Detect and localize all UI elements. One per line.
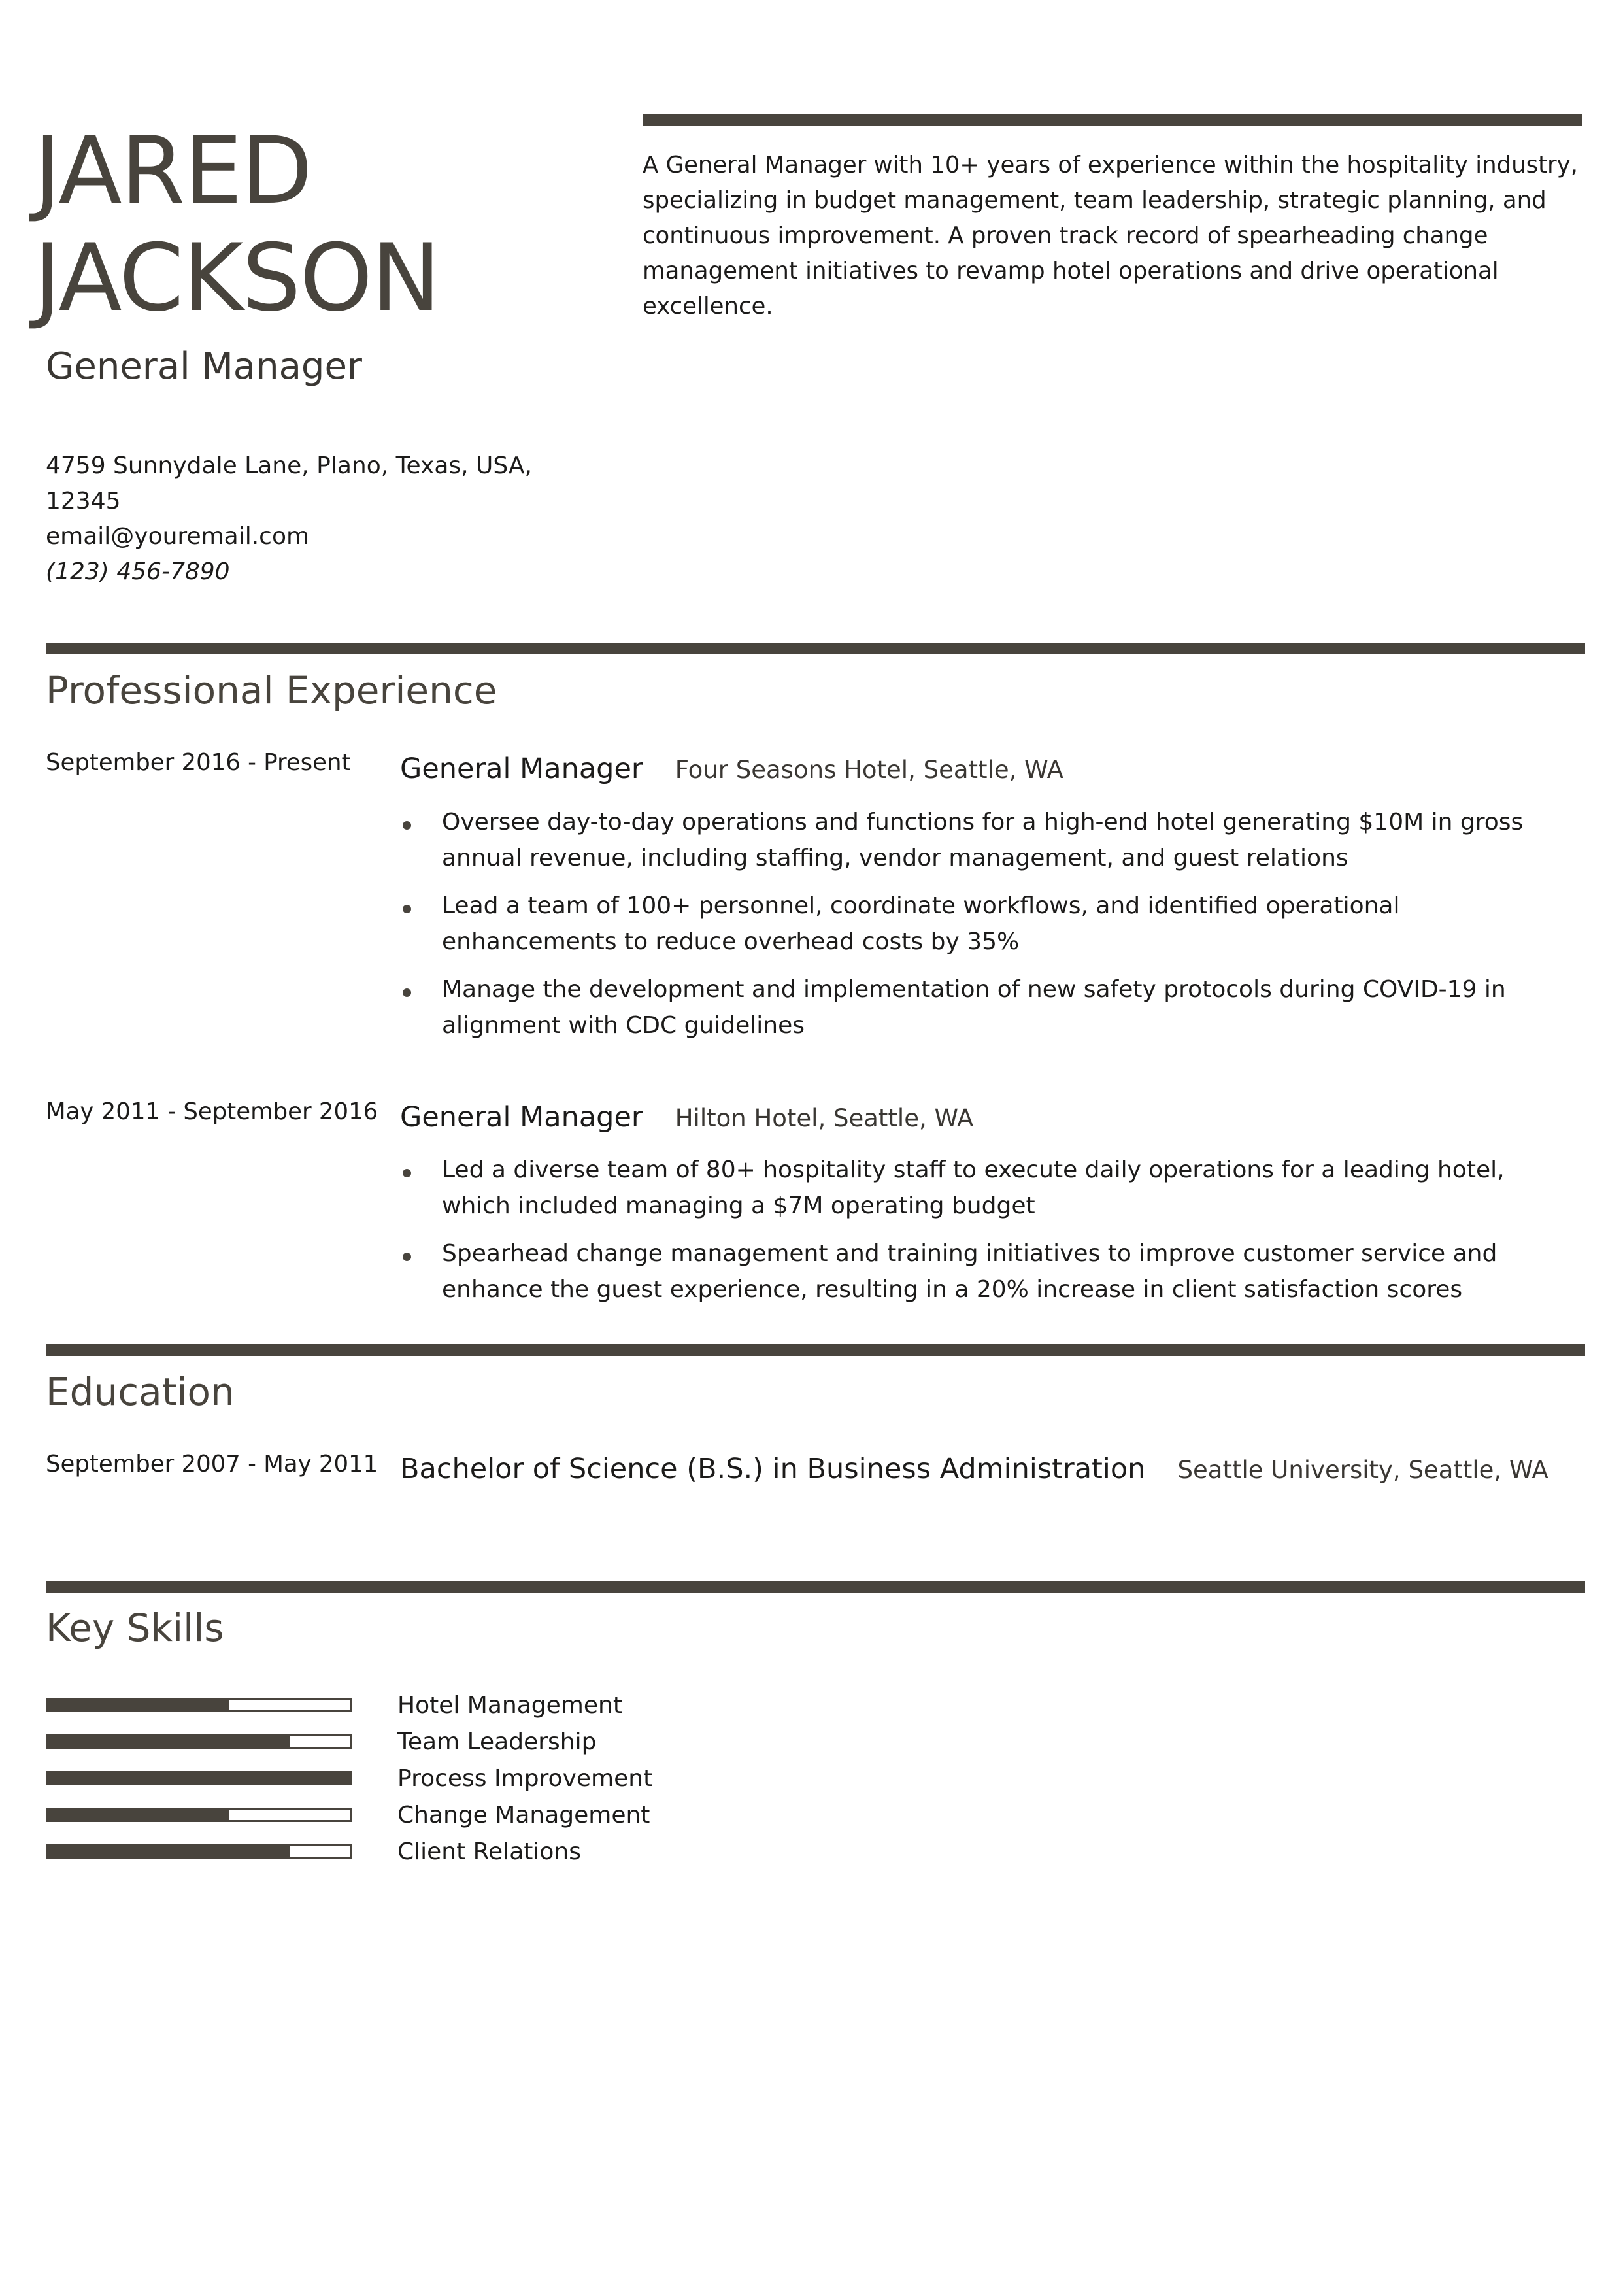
education-heading: Education [46, 1370, 235, 1414]
list-item: Spearhead change management and training initiatives to improve customer service and enhance the guest experience, resulting in a 20% increase in client satisfaction scores [400, 1236, 1577, 1308]
bullet-icon [403, 1253, 411, 1261]
skills-list [46, 1687, 652, 1870]
skill-label: Change Management [397, 1801, 650, 1829]
skill-level-bar [46, 1771, 352, 1785]
job-title: General Manager [400, 1101, 643, 1134]
profile-summary: A General Manager with 10+ years of experience within the hospitality industry, specializing in budget management, team leadership, strategic planning, and continuous improvement. A proven track record of spearheading change management initiatives to revamp hotel operations and drive operational excellence. [643, 152, 1578, 320]
address: 4759 Sunnydale Lane, Plano, Texas, USA, 12345 [46, 452, 532, 515]
list-item: Oversee day-to-day operations and functions for a high-end hotel generating $10M in gross annual revenue, including staffing, vendor management, and guest relations [400, 804, 1577, 876]
experience-heading: Professional Experience [46, 668, 497, 713]
skill-level-fill [48, 1700, 229, 1710]
education-header [400, 1453, 1548, 1485]
candidate-role: General Manager [46, 345, 362, 388]
bullet-icon [403, 988, 411, 997]
skill-label: Team Leadership [397, 1728, 597, 1755]
summary-divider [643, 114, 1582, 126]
bullet-icon [403, 821, 411, 830]
job-title: General Manager [400, 752, 643, 785]
job-dates: September 2016 - Present [46, 749, 351, 776]
skill-row [46, 1723, 652, 1760]
experience-divider [46, 643, 1585, 654]
school: Seattle University, Seattle, WA [1177, 1456, 1548, 1484]
bullet-icon [403, 1169, 411, 1177]
skill-level-bar [46, 1844, 352, 1859]
phone: (123) 456-7890 [46, 558, 230, 585]
first-name: JARED [34, 117, 312, 225]
skill-level-fill [48, 1810, 229, 1820]
skill-level-fill [48, 1846, 290, 1857]
skill-row [46, 1687, 652, 1723]
education-dates: September 2007 - May 2011 [46, 1451, 378, 1477]
bullet-icon [403, 905, 411, 913]
skills-divider [46, 1581, 1585, 1593]
list-item: Lead a team of 100+ personnel, coordinate workflows, and identified operational enhancements to reduce overhead costs by 35% [400, 888, 1577, 960]
skill-level-bar [46, 1698, 352, 1712]
list-item: Led a diverse team of 80+ hospitality staff to execute daily operations for a leading hotel, which included managing a $7M operating budget [400, 1152, 1577, 1224]
job-bullets [400, 1152, 1577, 1319]
contact-block [46, 448, 543, 590]
skill-level-bar [46, 1808, 352, 1822]
skill-row [46, 1833, 652, 1870]
degree: Bachelor of Science (B.S.) in Business Administration [400, 1453, 1146, 1485]
skill-label: Hotel Management [397, 1691, 622, 1719]
skill-label: Process Improvement [397, 1764, 653, 1792]
skill-level-fill [48, 1773, 350, 1783]
education-divider [46, 1344, 1585, 1356]
skill-row [46, 1797, 652, 1833]
email: email@youremail.com [46, 523, 310, 550]
job-employer: Hilton Hotel, Seattle, WA [675, 1104, 974, 1132]
job-bullets [400, 804, 1577, 1055]
job-dates: May 2011 - September 2016 [46, 1098, 378, 1125]
skill-level-bar [46, 1734, 352, 1749]
skill-level-fill [48, 1736, 290, 1747]
job-employer: Four Seasons Hotel, Seattle, WA [675, 756, 1063, 784]
last-name: JACKSON [34, 224, 440, 332]
skills-heading: Key Skills [46, 1606, 224, 1650]
skill-label: Client Relations [397, 1838, 581, 1865]
job-header [400, 1101, 973, 1134]
list-item: Manage the development and implementation of new safety protocols during COVID-19 in alignment with CDC guidelines [400, 971, 1577, 1043]
skill-row [46, 1760, 652, 1797]
job-header [400, 752, 1063, 785]
candidate-name [34, 118, 622, 332]
